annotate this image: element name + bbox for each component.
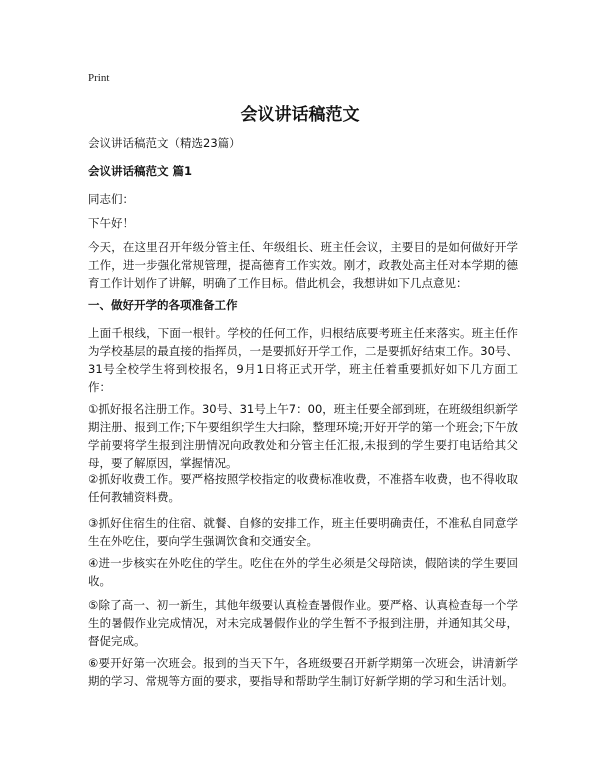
heading-1: 一、做好开学的各项准备工作	[88, 298, 238, 312]
subtitle: 会议讲话稿范文（精选23篇）	[88, 136, 241, 150]
greeting-afternoon: 下午好！	[88, 216, 134, 230]
intro-paragraph: 今天，在这里召开年级分管主任、年级组长、班主任会议，主要目的是如何做好开学工作，进一步强化常规管理，提高德育工作实效。刚才，政教处高主任对本学期的德育工作计划作了讲解，明确了工作目标。借此机会，我想讲如下几点意见：	[88, 240, 518, 290]
paragraph: ③抓好住宿生的住宿、就餐、自修的安排工作，班主任要明确责任，不准私自同意学生在外吃住，要向学生强调饮食和交通安全。	[88, 516, 518, 548]
paragraph: ⑥要开好第一次班会。报到的当天下午，各班级要召开新学期第一次班会，讲清新学期的学习、常规等方面的要求，要指导和帮助学生制订好新学期的学习和生活计划。	[88, 656, 518, 688]
paragraph: ①抓好报名注册工作。30号、31号上午7：00，班主任要全部到班，在班级组织新学期注册、报到工作;下午要组织学生大扫除，整理环境;开好开学的第一个班会;下午放学前要将学生报到注册情况向政教处和分管主任汇报,未报到的学生要打电话给其父母，要了解原因，掌握情况。	[88, 402, 518, 470]
paragraph: 上面千根线，下面一根针。学校的任何工作，归根结底要考班主任来落实。班主任作为学校基层的最直接的指挥员，一是要抓好开学工作，二是要抓好结束工作。30号、31号全校学生将到校报名，9月1日将正式开学，班主任着重要抓好如下几方面工作：	[88, 326, 518, 394]
paragraph: ④进一步核实在外吃住的学生。吃住在外的学生必须是父母陪读，假陪读的学生要回收。	[88, 556, 518, 588]
paragraph: ②抓好收费工作。要严格按照学校指定的收费标准收费，不准搭车收费，也不得收取任何教辅资料费。	[88, 472, 518, 504]
greeting: 同志们：	[88, 192, 134, 206]
print-label: Print	[88, 72, 110, 84]
section-title: 会议讲话稿范文 篇1	[88, 164, 193, 178]
page-title: 会议讲话稿范文	[240, 105, 360, 125]
paragraph: ⑤除了高一、初一新生，其他年级要认真检查暑假作业。要严格、认真检查每一个学生的暑假作业完成情况，对未完成暑假作业的学生暂不予报到注册，并通知其父母，督促完成。	[88, 598, 518, 648]
